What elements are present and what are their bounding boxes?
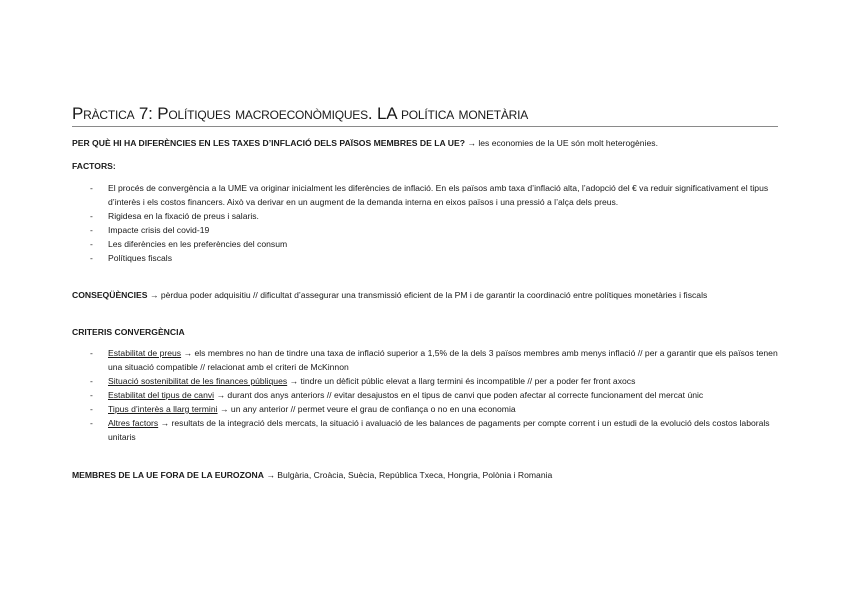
list-dash: - (90, 390, 93, 400)
page-title: Pràctica 7: Polítiques macroeconòmiques. LA política monetària (72, 104, 778, 127)
list-item (90, 237, 780, 251)
question-paragraph (72, 136, 778, 150)
list-dash: - (90, 225, 93, 235)
criteris-heading: CRITERIS CONVERGÈNCIA (72, 327, 185, 337)
criteri-term: Altres factors (108, 418, 159, 428)
list-item (90, 209, 780, 223)
criteri-term: Tipus d’interès a llarg termini (108, 404, 218, 414)
consequencies-text: → pèrdua poder adquisitiu // dificultat d’assegurar una transmissió eficient de la PM i de garantir la coordinació entre polítiques monetàries i fiscals (147, 290, 708, 300)
factors-heading: FACTORS: (72, 161, 116, 171)
list-item (90, 388, 780, 402)
membres-label: MEMBRES DE LA UE FORA DE LA EUROZONA (72, 470, 264, 480)
factors-list (90, 181, 780, 265)
list-dash: - (90, 404, 93, 414)
criteris-list (90, 346, 780, 444)
list-dash: - (90, 183, 93, 193)
list-item-text: El procés de convergència a la UME va originar inicialment les diferències de inflació. En els països amb taxa d’inflació alta, l’adopció del € va reduir significativament el tipus d’interès i els costos financers. Això va derivar en un augment de la demanda interna en eixos països i una pressió a l’alça dels preus. (108, 183, 769, 207)
list-dash: - (90, 376, 93, 386)
list-item (90, 374, 780, 388)
list-item (90, 346, 780, 374)
list-dash: - (90, 348, 93, 358)
list-item-text: Impacte crisis del covid-19 (108, 225, 210, 235)
list-dash: - (90, 253, 93, 263)
list-dash: - (90, 418, 93, 428)
list-dash: - (90, 211, 93, 221)
consequencies-label: CONSEQÜÈNCIES (72, 290, 148, 300)
list-item-text: Les diferències en les preferències del consum (108, 239, 288, 249)
membres-paragraph (72, 468, 778, 482)
criteri-text: → durant dos anys anteriors // evitar desajustos en el tipus de canvi que poden afectar al correcte funcionament del mercat únic (214, 390, 704, 400)
consequencies-paragraph (72, 288, 778, 302)
criteri-term: Situació sostenibilitat de les finances públiques (108, 376, 288, 386)
criteri-text: → els membres no han de tindre una taxa de inflació superior a 1,5% de la dels 3 països membres amb menys inflació // per a garantir que els països tenen una situació compatible // relacionat amb el criteri de McKinnon (108, 348, 778, 372)
list-item (90, 402, 780, 416)
criteri-text: → tindre un dèficit públic elevat a llarg termini és incompatible // per a poder fer front axocs (287, 376, 636, 386)
criteri-text: → un any anterior // permet veure el grau de confiança o no en una economia (217, 404, 516, 414)
membres-text: → Bulgària, Croàcia, Suècia, República Txeca, Hongria, Polònia i Romania (263, 470, 553, 480)
list-item-text: Rigidesa en la fixació de preus i salaris. (108, 211, 259, 221)
criteri-term: Estabilitat de preus (108, 348, 182, 358)
list-dash: - (90, 239, 93, 249)
list-item-text: Polítiques fiscals (108, 253, 173, 263)
criteri-term: Estabilitat del tipus de canvi (108, 390, 215, 400)
list-item (90, 416, 780, 444)
question-answer: → les economies de la UE són molt heterogènies. (464, 138, 658, 148)
list-item (90, 223, 780, 237)
list-item (90, 251, 780, 265)
list-item (90, 181, 780, 209)
criteri-text: → resultats de la integració dels mercats, la situació i avaluació de les balances de pagaments per compte corrent i un estudi de la evolució dels costos laborals unitaris (108, 418, 770, 442)
question-label: PER QUÈ HI HA DIFERÈNCIES EN LES TAXES D’INFLACIÓ DELS PAÏSOS MEMBRES DE LA UE? (72, 138, 465, 148)
